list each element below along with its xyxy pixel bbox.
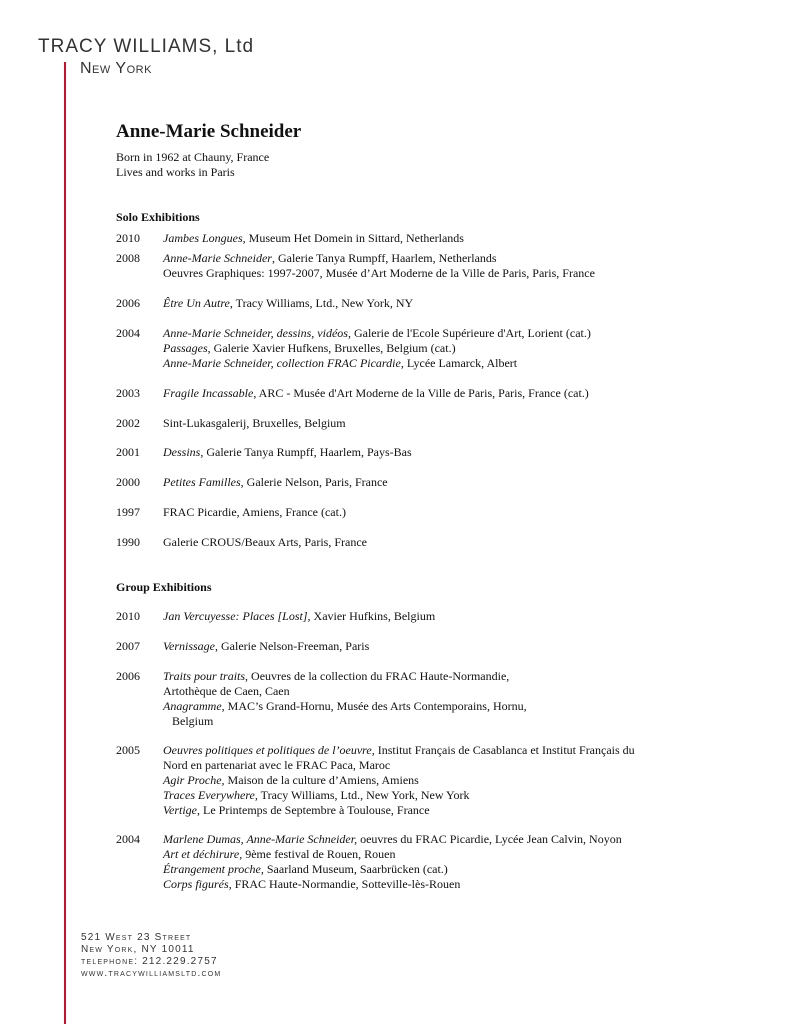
exhibition-line [163, 743, 763, 758]
exhibition-title: Jan Vercuyesse: Places [Lost], [163, 609, 311, 623]
exhibition-venue: oeuvres du FRAC Picardie, Lycée Jean Calvin, Noyon [357, 832, 622, 846]
exhibition-title: Jambes Longues, [163, 231, 246, 245]
exhibition-line [163, 416, 763, 431]
exhibition-year: 2010 [116, 609, 140, 623]
exhibition-line [163, 609, 763, 624]
solo-exhibitions-heading: Solo Exhibitions [116, 210, 200, 224]
exhibition-details [163, 326, 763, 371]
group-exhibitions-heading: Group Exhibitions [116, 580, 212, 594]
exhibition-year: 2004 [116, 832, 140, 846]
exhibition-venue: , Galerie Tanya Rumpff, Haarlem, Pays-Bas [200, 445, 412, 459]
exhibition-details [163, 296, 763, 311]
exhibition-year: 2004 [116, 326, 140, 340]
exhibition-title: Traces Everywhere, [163, 788, 258, 802]
footer-phone: telephone: 212.229.2757 [81, 956, 218, 967]
exhibition-title: Anne-Marie Schneider [163, 251, 272, 265]
exhibition-year: 2005 [116, 743, 140, 757]
exhibition-title: Marlene Dumas, Anne-Marie Schneider, [163, 832, 358, 846]
exhibition-line [163, 832, 763, 847]
exhibition-title: Anne-Marie Schneider, collection FRAC Picardie [163, 356, 401, 370]
exhibition-title: Corps figurés [163, 877, 229, 891]
exhibition-line [163, 386, 763, 401]
exhibition-venue: , ARC - Musée d'Art Moderne de la Ville de Paris, Paris, France (cat.) [253, 386, 589, 400]
bio-birth: Born in 1962 at Chauny, France [116, 150, 270, 164]
exhibition-venue: Artothèque de Caen, Caen [163, 684, 290, 698]
exhibition-year: 2007 [116, 639, 140, 653]
exhibition-year: 1997 [116, 505, 140, 519]
exhibition-title: Anne-Marie Schneider, dessins, vidéos [163, 326, 348, 340]
exhibition-venue: , Galerie Tanya Rumpff, Haarlem, Netherlands [271, 251, 497, 265]
exhibition-details [163, 669, 763, 729]
exhibition-line [163, 669, 763, 684]
exhibition-line [163, 341, 763, 356]
exhibition-details [163, 609, 763, 624]
exhibition-venue: , Galerie Xavier Hufkens, Bruxelles, Belgium (cat.) [207, 341, 456, 355]
exhibition-venue: FRAC Picardie, Amiens, France (cat.) [163, 505, 346, 519]
exhibition-line [163, 445, 763, 460]
exhibition-title: Oeuvres politiques et politiques de l’oeuvre, [163, 743, 375, 757]
exhibition-year: 2002 [116, 416, 140, 430]
exhibition-venue: Xavier Hufkins, Belgium [310, 609, 436, 623]
exhibition-details [163, 743, 763, 818]
exhibition-venue: , Lycée Lamarck, Albert [400, 356, 518, 370]
exhibition-venue: Tracy Williams, Ltd., New York, New York [257, 788, 470, 802]
exhibition-title: Anagramme [163, 699, 222, 713]
exhibition-venue: Sint-Lukasgalerij, Bruxelles, Belgium [163, 416, 346, 430]
exhibition-venue: Maison de la culture d’Amiens, Amiens [224, 773, 419, 787]
exhibition-title: Agir Proche, [163, 773, 225, 787]
exhibition-year: 2006 [116, 669, 140, 683]
exhibition-venue: Galerie CROUS/Beaux Arts, Paris, France [163, 535, 367, 549]
exhibition-title: Traits pour traits [163, 669, 246, 683]
exhibition-line [163, 877, 763, 892]
exhibition-line [163, 475, 763, 490]
exhibition-line [163, 505, 763, 520]
footer-contact [81, 932, 221, 980]
letterhead-rule [64, 62, 66, 1024]
exhibition-line [163, 356, 763, 371]
exhibition-details [163, 832, 763, 892]
exhibition-line [163, 535, 763, 550]
exhibition-details [163, 505, 763, 520]
exhibition-venue: 9ème festival de Rouen, Rouen [242, 847, 396, 861]
exhibition-title: Fragile Incassable [163, 386, 254, 400]
exhibition-details [163, 475, 763, 490]
exhibition-venue: Institut Français de Casablanca et Institut Français du [374, 743, 635, 757]
exhibition-details [163, 231, 763, 246]
exhibition-venue: Oeuvres Graphiques: 1997-2007, Musée d’Art Moderne de la Ville de Paris, Paris, France [163, 266, 595, 280]
exhibition-year: 2001 [116, 445, 140, 459]
exhibition-venue: , Galerie Nelson, Paris, France [240, 475, 388, 489]
footer-web: www.tracywilliamsltd.com [81, 968, 222, 979]
exhibition-year: 1990 [116, 535, 140, 549]
exhibition-line [163, 639, 763, 654]
exhibition-title: Étrangement proche, [163, 862, 264, 876]
exhibition-line [163, 788, 763, 803]
footer-address: 521 West 23 Street [81, 932, 192, 943]
exhibition-details [163, 639, 763, 654]
exhibition-line [163, 699, 763, 714]
exhibition-details [163, 251, 763, 281]
exhibition-venue: Nord en partenariat avec le FRAC Paca, Maroc [163, 758, 391, 772]
exhibition-title: Vertige [163, 803, 197, 817]
exhibition-venue: , Le Printemps de Septembre à Toulouse, France [197, 803, 430, 817]
exhibition-line [163, 773, 763, 788]
exhibition-line [163, 251, 763, 266]
footer-city: New York, NY 10011 [81, 944, 195, 955]
exhibition-line [163, 758, 763, 773]
exhibition-venue: , Galerie Nelson-Freeman, Paris [215, 639, 370, 653]
artist-bio [116, 150, 269, 180]
exhibition-venue: , Galerie de l'Ecole Supérieure d'Art, Lorient (cat.) [347, 326, 591, 340]
exhibition-title: Être Un Autre [163, 296, 230, 310]
exhibition-venue: , Tracy Williams, Ltd., New York, NY [229, 296, 414, 310]
exhibition-year: 2003 [116, 386, 140, 400]
artist-name: Anne-Marie Schneider [116, 121, 302, 142]
exhibition-venue: Museum Het Domein in Sittard, Netherlands [245, 231, 464, 245]
exhibition-venue: , MAC’s Grand-Hornu, Musée des Arts Contemporains, Hornu, [221, 699, 527, 713]
exhibition-details [163, 416, 763, 431]
exhibition-venue: Saarland Museum, Saarbrücken (cat.) [263, 862, 448, 876]
exhibition-line [163, 266, 763, 281]
exhibition-title: Petites Familles [163, 475, 241, 489]
exhibition-title: Dessins [163, 445, 201, 459]
letterhead-title: TRACY WILLIAMS, Ltd [38, 36, 255, 57]
exhibition-venue: , Oeuvres de la collection du FRAC Haute-Normandie, [245, 669, 510, 683]
exhibition-line [163, 714, 763, 729]
exhibition-title: Passages [163, 341, 208, 355]
exhibition-year: 2006 [116, 296, 140, 310]
exhibition-venue: , FRAC Haute-Normandie, Sotteville-lès-Rouen [228, 877, 461, 891]
exhibition-year: 2000 [116, 475, 140, 489]
exhibition-details [163, 535, 763, 550]
letterhead-city: New York [80, 60, 152, 77]
exhibition-line [163, 862, 763, 877]
exhibition-line [163, 847, 763, 862]
exhibition-line [163, 803, 763, 818]
exhibition-line [163, 296, 763, 311]
bio-residence: Lives and works in Paris [116, 165, 235, 179]
exhibition-title: Art et déchirure, [163, 847, 243, 861]
exhibition-details [163, 445, 763, 460]
exhibition-year: 2010 [116, 231, 140, 245]
exhibition-title: Vernissage [163, 639, 215, 653]
exhibition-venue: Belgium [163, 714, 214, 728]
exhibition-line [163, 231, 763, 246]
exhibition-line [163, 326, 763, 341]
exhibition-details [163, 386, 763, 401]
exhibition-line [163, 684, 763, 699]
exhibition-year: 2008 [116, 251, 140, 265]
